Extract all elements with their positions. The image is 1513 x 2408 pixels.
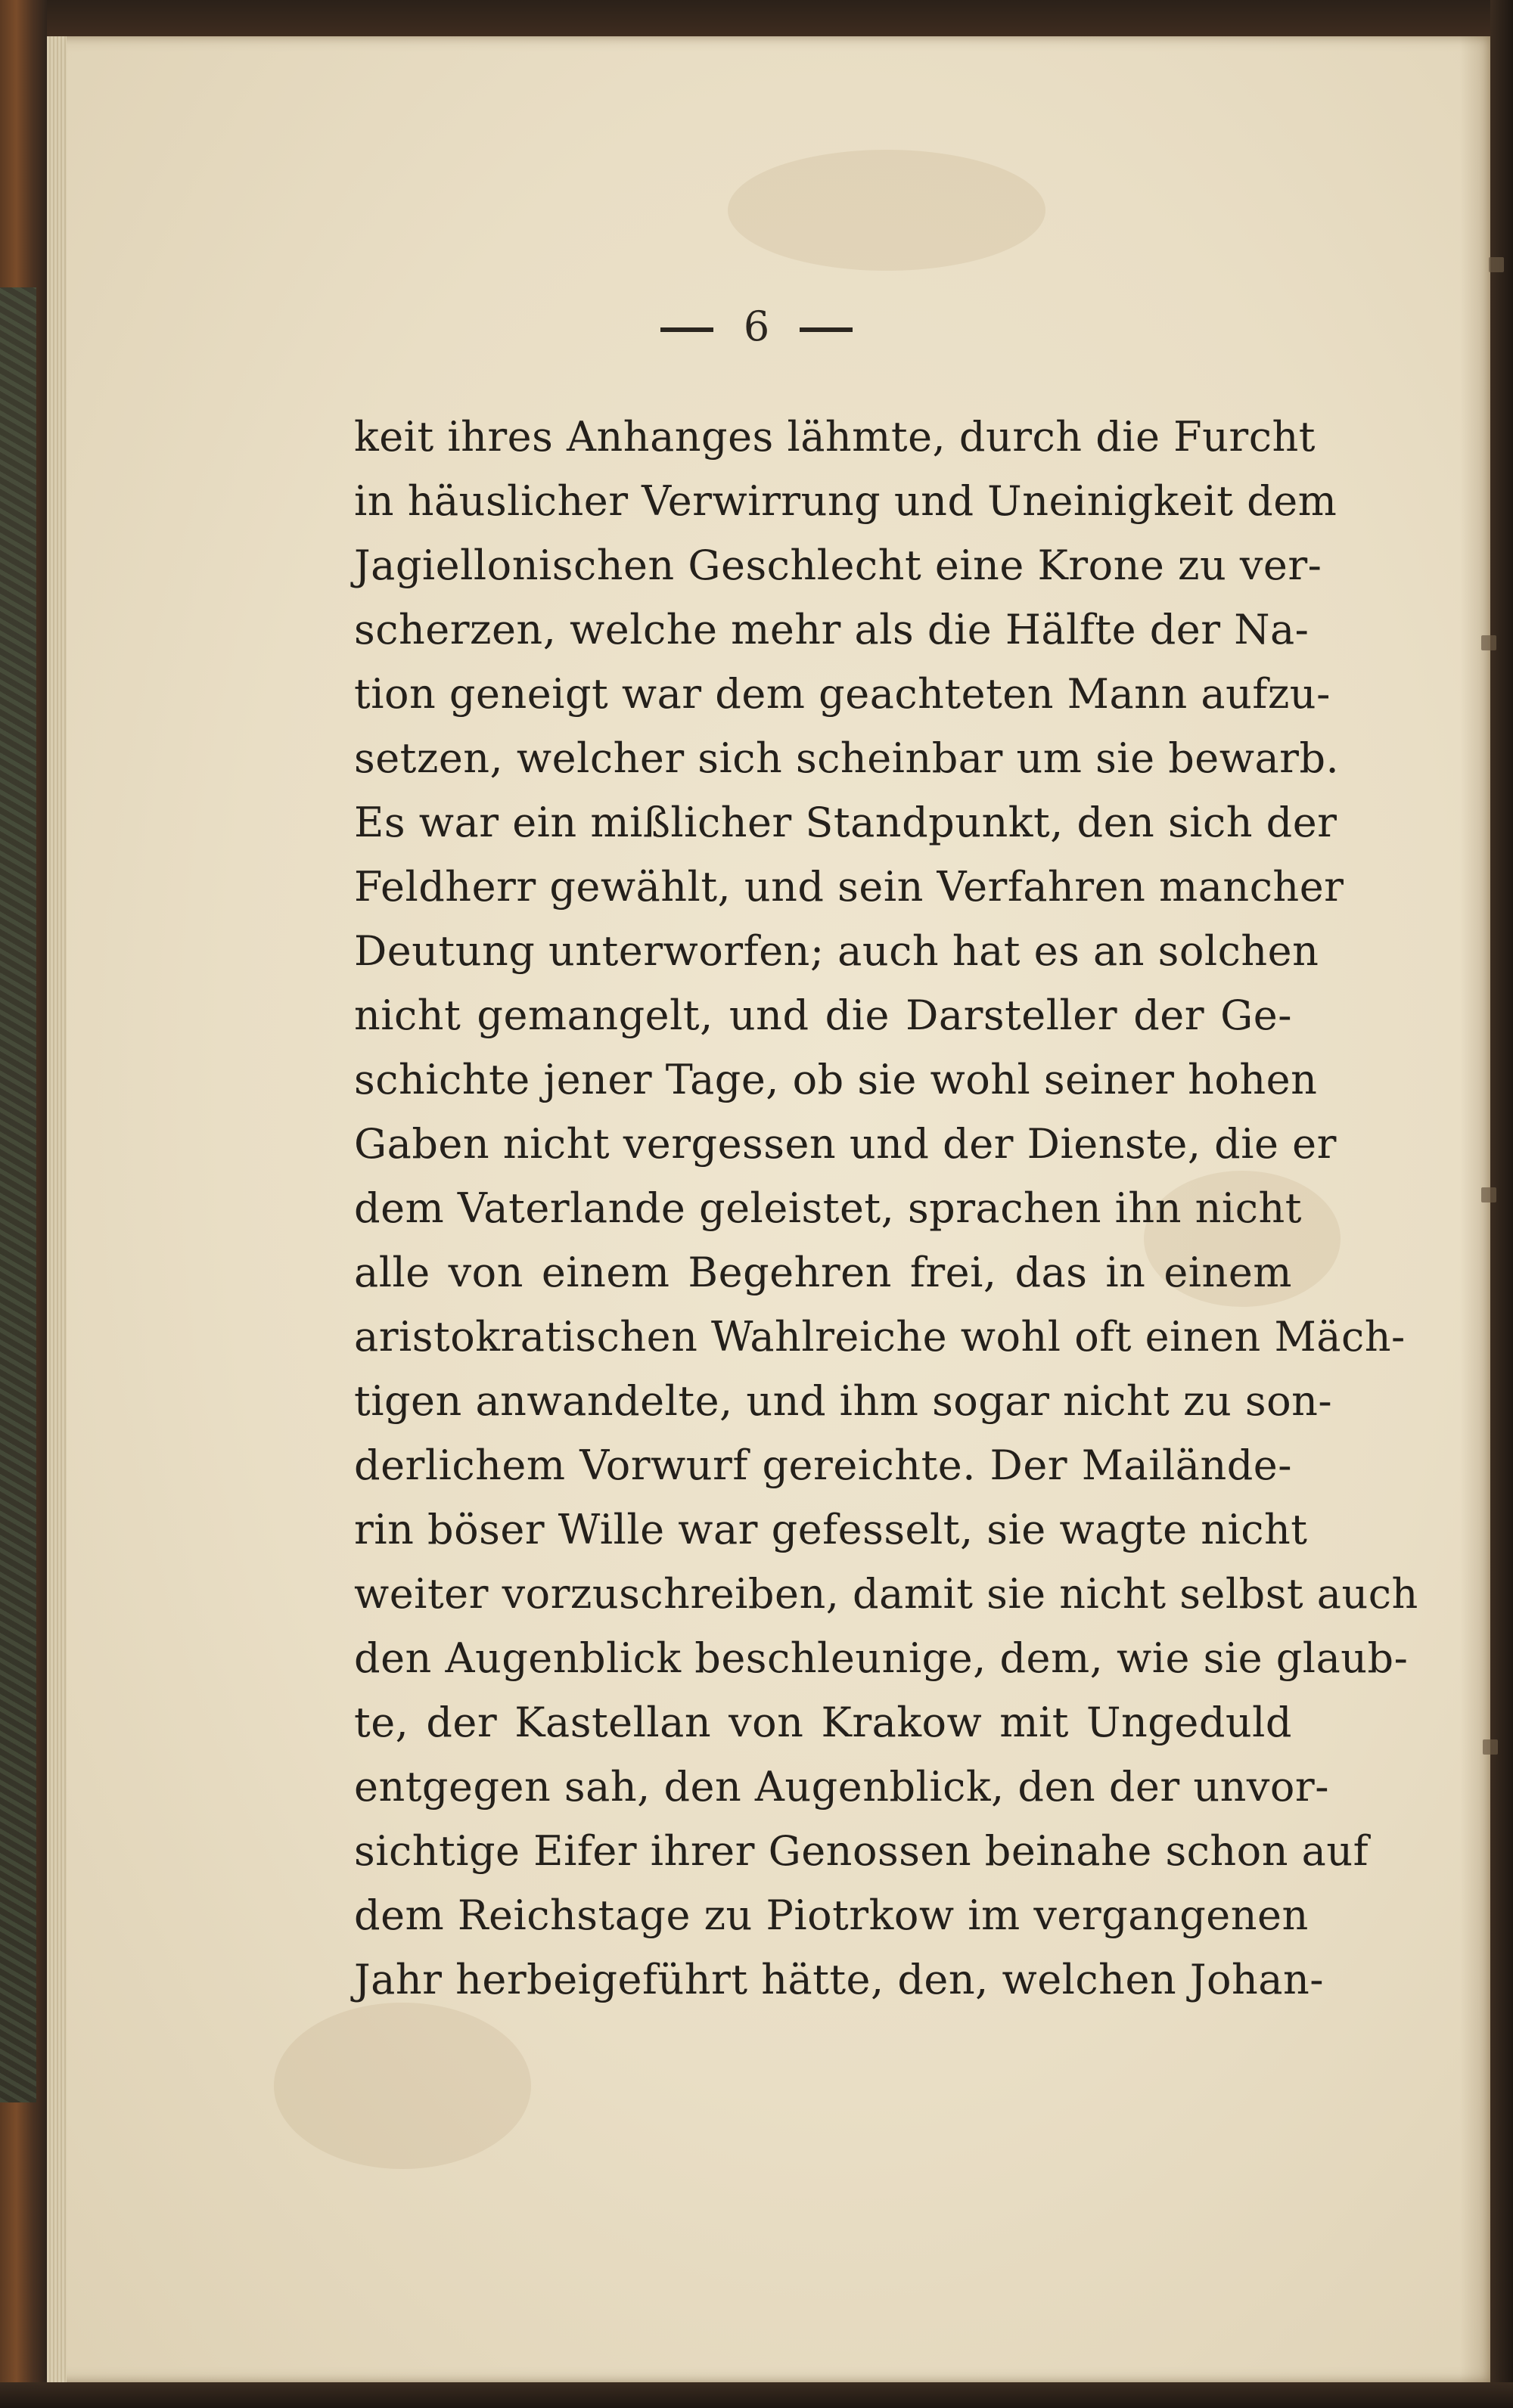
text-line: Jagiellonischen Geschlecht eine Krone zu ver- xyxy=(354,541,1322,589)
text-line: tion geneigt war dem geachteten Mann aufzu- xyxy=(354,670,1331,718)
book-binding xyxy=(0,0,47,2408)
text-line: entgegen sah, den Augenblick, den der unvor- xyxy=(354,1763,1329,1811)
text-line: Feldherr gewählt, und sein Verfahren mancher xyxy=(354,863,1344,911)
text-line: Es war ein mißlicher Standpunkt, den sich der xyxy=(354,799,1337,846)
marbled-cover xyxy=(0,287,36,2102)
text-line: tigen anwandelte, und ihm sogar nicht zu son- xyxy=(354,1377,1333,1425)
text-line: derlichem Vorwurf gereichte. Der Mailände- xyxy=(354,1441,1292,1489)
body-text xyxy=(354,405,1418,2012)
header-dash-left xyxy=(660,327,713,332)
text-line: aristokratischen Wahlreiche wohl oft einen Mäch- xyxy=(354,1313,1406,1361)
paper-stain xyxy=(274,2003,531,2169)
margin-mark xyxy=(1481,635,1496,650)
margin-mark xyxy=(1481,1187,1496,1202)
page-number: 6 xyxy=(743,303,770,350)
text-line: Gaben nicht vergessen und der Dienste, die er xyxy=(354,1120,1337,1168)
header-dash-right xyxy=(800,327,853,332)
page-gutter-shadow xyxy=(1460,36,1490,2382)
paper-stain xyxy=(728,150,1045,271)
text-line: setzen, welcher sich scheinbar um sie bewarb. xyxy=(354,734,1340,782)
text-line: schichte jener Tage, ob sie wohl seiner hohen xyxy=(354,1056,1318,1103)
text-line: te, der Kastellan von Krakow mit Ungeduld xyxy=(354,1699,1292,1746)
cover-right-edge xyxy=(1490,0,1513,2408)
text-line: in häuslicher Verwirrung und Uneinigkeit dem xyxy=(354,477,1337,525)
text-line: alle von einem Begehren frei, das in einem xyxy=(354,1249,1292,1296)
margin-mark xyxy=(1483,1739,1498,1755)
text-line: nicht gemangelt, und die Darsteller der Ge- xyxy=(354,991,1292,1039)
text-line: sichtige Eifer ihrer Genossen beinahe schon auf xyxy=(354,1827,1369,1875)
text-line: keit ihres Anhanges lähmte, durch die Furcht xyxy=(354,413,1316,461)
text-line: Jahr herbeigeführt hätte, den, welchen Johan- xyxy=(354,1956,1325,2003)
text-line: dem Reichstage zu Piotrkow im vergangenen xyxy=(354,1891,1309,1939)
text-line: den Augenblick beschleunige, dem, wie sie glaub- xyxy=(354,1634,1409,1682)
margin-mark xyxy=(1489,257,1504,272)
text-line: rin böser Wille war gefesselt, sie wagte nicht xyxy=(354,1506,1308,1553)
cover-bottom-edge xyxy=(0,2382,1513,2408)
page-edges xyxy=(47,36,67,2382)
text-line: scherzen, welche mehr als die Hälfte der Na- xyxy=(354,606,1310,653)
page-header xyxy=(0,303,1513,350)
text-line: Deutung unterworfen; auch hat es an solchen xyxy=(354,927,1319,975)
text-line: dem Vaterlande geleistet, sprachen ihn nicht xyxy=(354,1184,1302,1232)
text-line: weiter vorzuschreiben, damit sie nicht selbst auch xyxy=(354,1570,1418,1618)
cover-top-edge xyxy=(0,0,1513,36)
